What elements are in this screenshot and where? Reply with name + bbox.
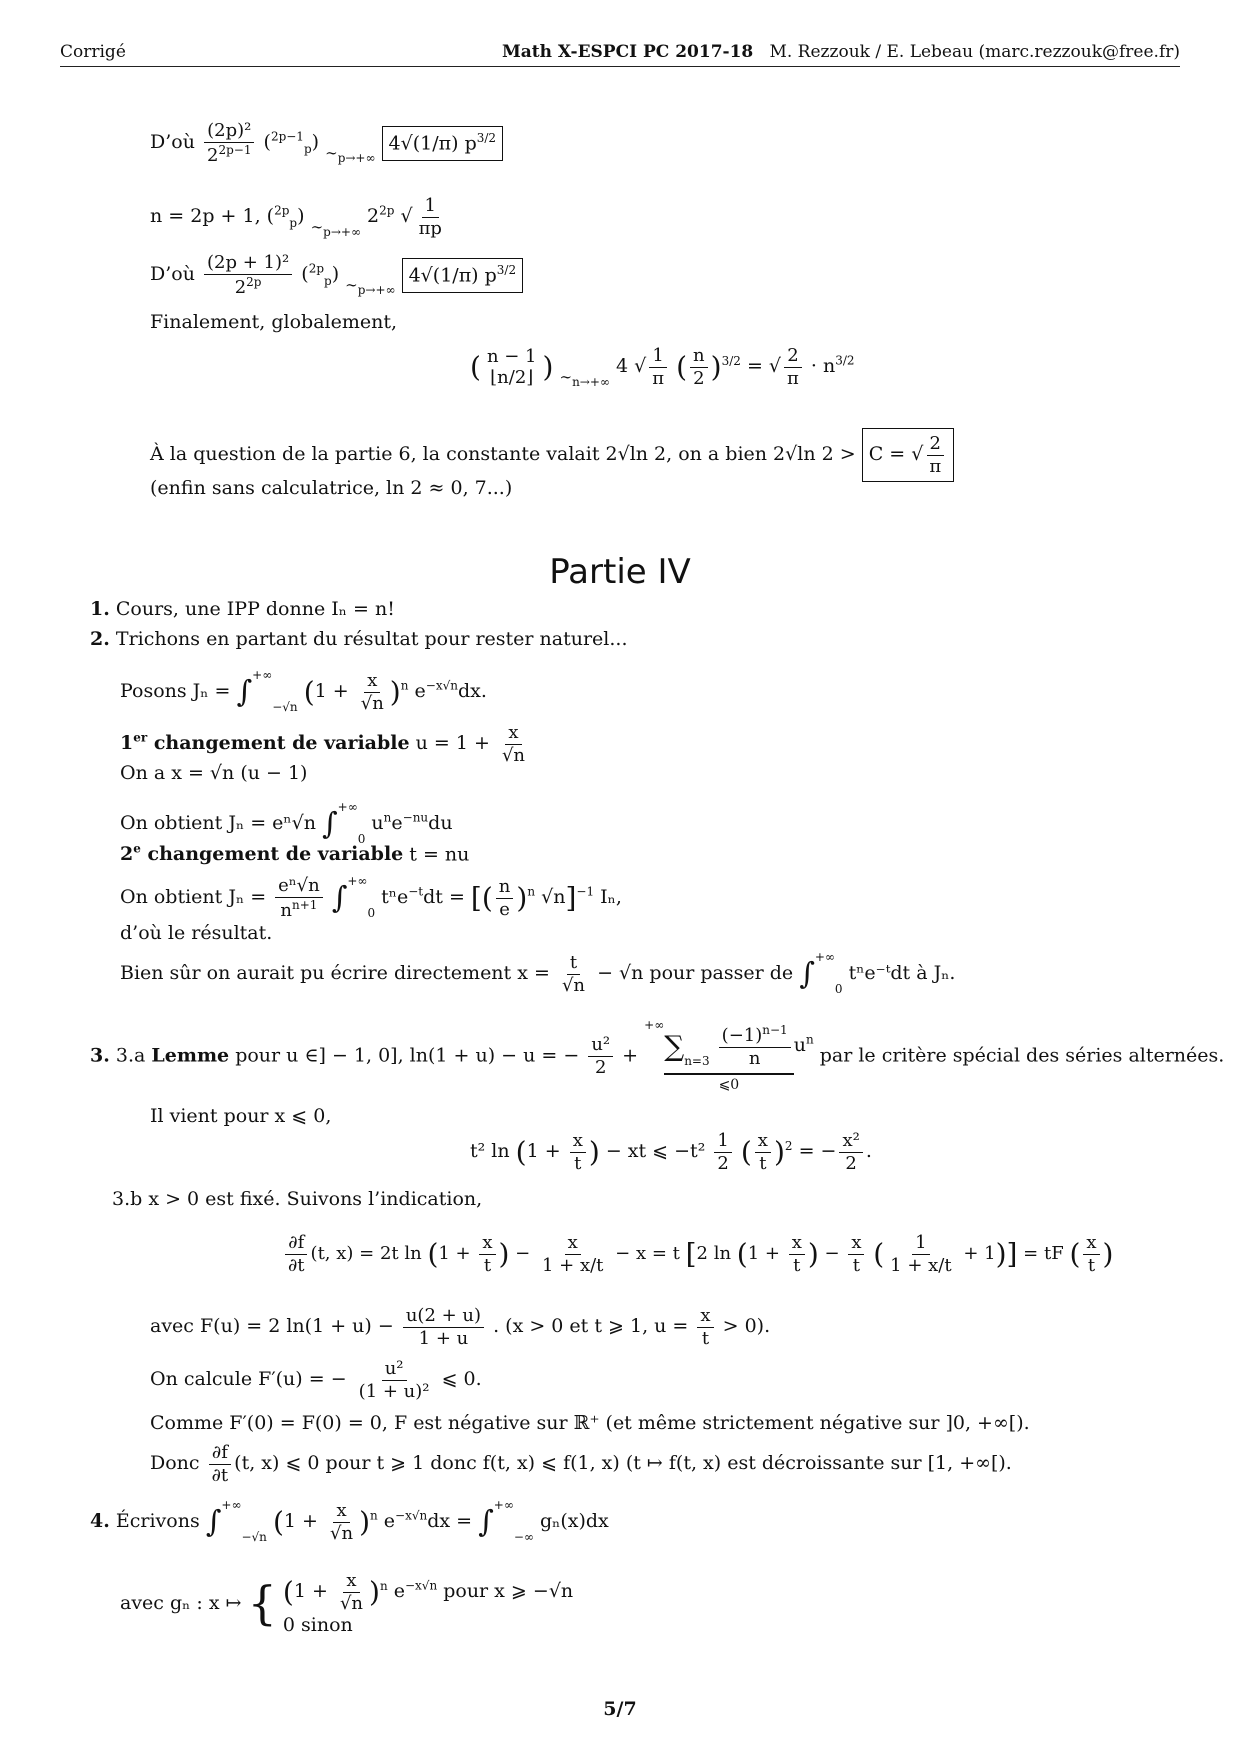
dou-resultat: d’où le résultat. <box>120 922 273 944</box>
line-n-eq: n = 2p + 1, ($^{2p}_p$) $_{\sim_{p\to+\infty}}$ $2^{2p}$ √ $\frac{1}{\pi p}$ <box>150 195 442 240</box>
q1-text: Cours, une IPP donne Iₙ = n! <box>115 598 395 620</box>
avec-g-text: avec gₙ : x ↦ <box>120 1591 242 1614</box>
avec-F-end: > 0). <box>722 1315 771 1338</box>
avec-F-text: avec F(u) = 2 ln(1 + u) − <box>150 1315 394 1338</box>
c-label: C = <box>868 443 906 466</box>
underbrace-label: ⩽0 <box>664 1073 794 1095</box>
header-authors: M. Rezzouk / E. Lebeau (marc.rezzouk@free.fr) <box>769 42 1180 62</box>
q4-text: Écrivons <box>115 1510 200 1532</box>
a-jn-text: tⁿe⁻ᵗdt à Jₙ. <box>848 962 956 984</box>
q4-line: 4. Écrivons $\int^{+\infty}_{-√n}$ (1 + $\frac{x}{√n}$ )$^n$ $e^{-x√n}dx = \int^{+\infty}_{-\infty}$ gₙ(x)dx <box>90 1498 609 1544</box>
boxed-result-2: 4√(1/π) $p^{3/2}$ <box>402 258 524 293</box>
finalement-text: Finalement, globalement, <box>150 311 398 333</box>
boxed-constant: C = √ $\frac{2}{\pi}$ <box>862 428 955 482</box>
header-right <box>502 42 1180 62</box>
posons-line: Posons $J_n = \int^{+\infty}_{-√n}$ (1 + $\frac{x}{√n}$ )$^n$ $e^{-x√n}dx$. <box>120 668 487 714</box>
question-text: À la question de la partie 6, la constante valait 2√ln 2, on a bien 2√ln 2 > <box>150 443 856 466</box>
on-calcule-line: On calcule F′(u) = − $\frac{\text{u²}}{\text{(1 + u)²}}$ ⩽ 0. <box>150 1358 482 1402</box>
on-calcule-text: On calcule F′(u) = − <box>150 1368 347 1391</box>
donc-label: Donc <box>150 1452 200 1475</box>
lemme-label: Lemme <box>151 1044 230 1067</box>
il-vient: Il vient pour x ⩽ 0, <box>150 1105 332 1127</box>
critere-text: par le critère spécial des séries alternées. <box>819 1044 1225 1067</box>
change2-var: t = nu <box>409 843 470 866</box>
final-equivalent-formula: ( n − 1 ⌊n/2⌋ ) $_{\sim_{n\to+\infty}}$ 4 √ $\frac{1}{\pi}$ ( $\frac{n}{2}$ )$^{3/2}$ = √ $\frac{2}{\pi}$ · $n^{3/2}$ <box>470 345 855 390</box>
dou2-label: D’où <box>150 263 195 286</box>
change1-sup: er <box>133 730 148 745</box>
q2-text: Trichons en partant du résultat pour rester naturel... <box>115 628 628 650</box>
q3-number: 3. <box>90 1044 110 1067</box>
on-calcule-end: ⩽ 0. <box>441 1368 482 1391</box>
change1-line: 1er changement de variable u = 1 + $\frac{x}{√n}$ <box>120 722 526 766</box>
bien-sur-line: Bien sûr on aurait pu écrire directement x = $\frac{t}{√n}$ − √n pour passer de $\int^{+\infty}_0$ tⁿe⁻ᵗdt à Jₙ. <box>120 950 956 996</box>
change1-label: changement de variable <box>153 732 410 755</box>
change2-line <box>120 842 469 867</box>
derivative-formula: $\frac{\partial f}{\partial t}$ (t, x) = 2t ln (1 + $\frac{x}{t}$ ) − $\frac{x}{1 + x/t}$ − x = t [2 ln (1 + $\frac{x}{t}$ ) − $\frac{x}{t}$ ( $\frac{1}{1 + x/t}$ + 1)] = tF ( $\frac{x}{t}$ ) <box>282 1232 1113 1276</box>
donc-line: Donc $\frac{\partial f}{\partial t}$ (t, x) ⩽ 0 pour t ⩾ 1 donc f(t, x) ⩽ f(1, x) (t ↦ f(t, x) est décroissante sur [1, +∞[). <box>150 1442 1012 1486</box>
line-dou2: D’où $\frac{\text{(2p + 1)²}}{2^{2p}}$ ($^{2p}_p$) $_{\sim_{p\to+\infty}}$ 4√(1/π) $p^{3/2}$ <box>150 252 523 298</box>
dou1-label: D’où <box>150 131 195 154</box>
change2-sup: e <box>133 842 141 856</box>
inequality-formula: t² ln (1 + $\frac{x}{t}$ ) − xt ⩽ −t² $\frac{1}{2}$ ( $\frac{x}{t}$ )$^2$ = − $\frac{\text{x²}}{2}$ . <box>470 1130 872 1174</box>
donc-text: (t, x) ⩽ 0 pour t ⩾ 1 donc f(t, x) ⩽ f(1, x) (t ↦ f(t, x) est décroissante sur [1, +∞[). <box>234 1452 1012 1475</box>
on-obtient1-label: On obtient Jₙ = eⁿ√n <box>120 812 316 834</box>
q3a-label: 3.a <box>115 1044 146 1067</box>
change2-label: changement de variable <box>147 843 404 866</box>
on-obtient2-label: On obtient Jₙ = <box>120 886 267 908</box>
q2-number: 2. <box>90 628 110 650</box>
q3a-line: 3. 3.a Lemme pour u ∈] − 1, 0], ln(1 + u) − u = − $\frac{\text{u²}}{2}$ + $^{+\infty}\sum_{n=3}$ $\frac{(-1)^{n-1}}{n}$ $u^n$ ⩽0 par le critère spécial des séries alternées. <box>90 1018 1225 1094</box>
posons-label: Posons Jₙ = <box>120 680 231 702</box>
bien-sur-text: Bien sûr on aurait pu écrire directement x = <box>120 962 550 984</box>
q1 <box>90 598 395 622</box>
comme-line: Comme F′(0) = F(0) = 0, F est négative sur ℝ⁺ (et même strictement négative sur ]0, +∞[). <box>150 1412 1030 1434</box>
formula-frac1: $\frac{\text{(2p)²}}{2^{2p-1}}$ <box>204 120 254 166</box>
change1-ord: 1 <box>120 732 134 755</box>
underbraced-sum: $^{+\infty}\sum_{n=3}$ $\frac{(-1)^{n-1}}{n}$ $u^n$ ⩽0 <box>644 1018 814 1094</box>
line-dou1: D’où $\frac{\text{(2p)²}}{2^{2p-1}}$ ($^{2p-1}_p$) $_{\sim_{p\to+\infty}}$ 4√(1/π) $p^{3/2}$ <box>150 120 503 166</box>
q3b-line <box>112 1188 482 1212</box>
lemme-text: pour u ∈] − 1, 0], ln(1 + u) − u = − <box>235 1044 580 1067</box>
calc-note: (enfin sans calculatrice, ln 2 ≈ 0, 7...) <box>150 477 513 499</box>
boxed-result-1: 4√(1/π) $p^{3/2}$ <box>382 126 504 161</box>
pour-passer-text: pour passer de <box>649 962 794 984</box>
avec-F-line: avec F(u) = 2 ln(1 + u) − $\frac{u(2 + u)}{1 + u}$ . (x > 0 et t ⩾ 1, u = $\frac{x}{t}$ > 0). <box>150 1305 771 1349</box>
line-question <box>150 428 954 482</box>
q3b-text: x > 0 est fixé. Suivons l’indication, <box>148 1188 483 1210</box>
on-obtient1-line: On obtient Jₙ = eⁿ√n $\int^{+\infty}_0$ $u^ne^{-nu}du$ <box>120 800 453 846</box>
header-title: Math X-ESPCI PC 2017-18 <box>501 42 754 62</box>
on-obtient2-line: On obtient Jₙ = $\frac{\text{eⁿ√n}}{n^{n+1}}$ $\int^{+\infty}_0$ tⁿe$^{-t}$dt = [( $\frac{n}{e}$ )$^n$ √n]$^{-1}$ Iₙ, <box>120 874 622 921</box>
q3b-label: 3.b <box>112 1188 143 1210</box>
avec-F-cond: . (x > 0 et t ⩾ 1, u = <box>493 1315 689 1338</box>
pour-x-text: pour x ⩾ −√n <box>443 1580 574 1603</box>
q1-number: 1. <box>90 598 110 620</box>
q2 <box>90 628 628 652</box>
avec-g-line: avec gₙ : x ↦ { (1 + $\frac{x}{√n}$ )$^n$ $e^{-x√n}$ pour x ⩾ −√n 0 sinon <box>120 1570 574 1637</box>
sinon-text: 0 sinon <box>282 1614 353 1637</box>
header-left: Corrigé <box>60 42 126 62</box>
header-rule <box>60 66 1180 67</box>
n-eq-label: n = 2p + 1, <box>150 205 261 228</box>
section-title: Partie IV <box>549 552 691 592</box>
on-a-line: On a x = √n (u − 1) <box>120 762 308 784</box>
q4-number: 4. <box>90 1510 110 1532</box>
page-number: 5/7 <box>603 1698 637 1720</box>
change2-ord: 2 <box>120 843 134 866</box>
